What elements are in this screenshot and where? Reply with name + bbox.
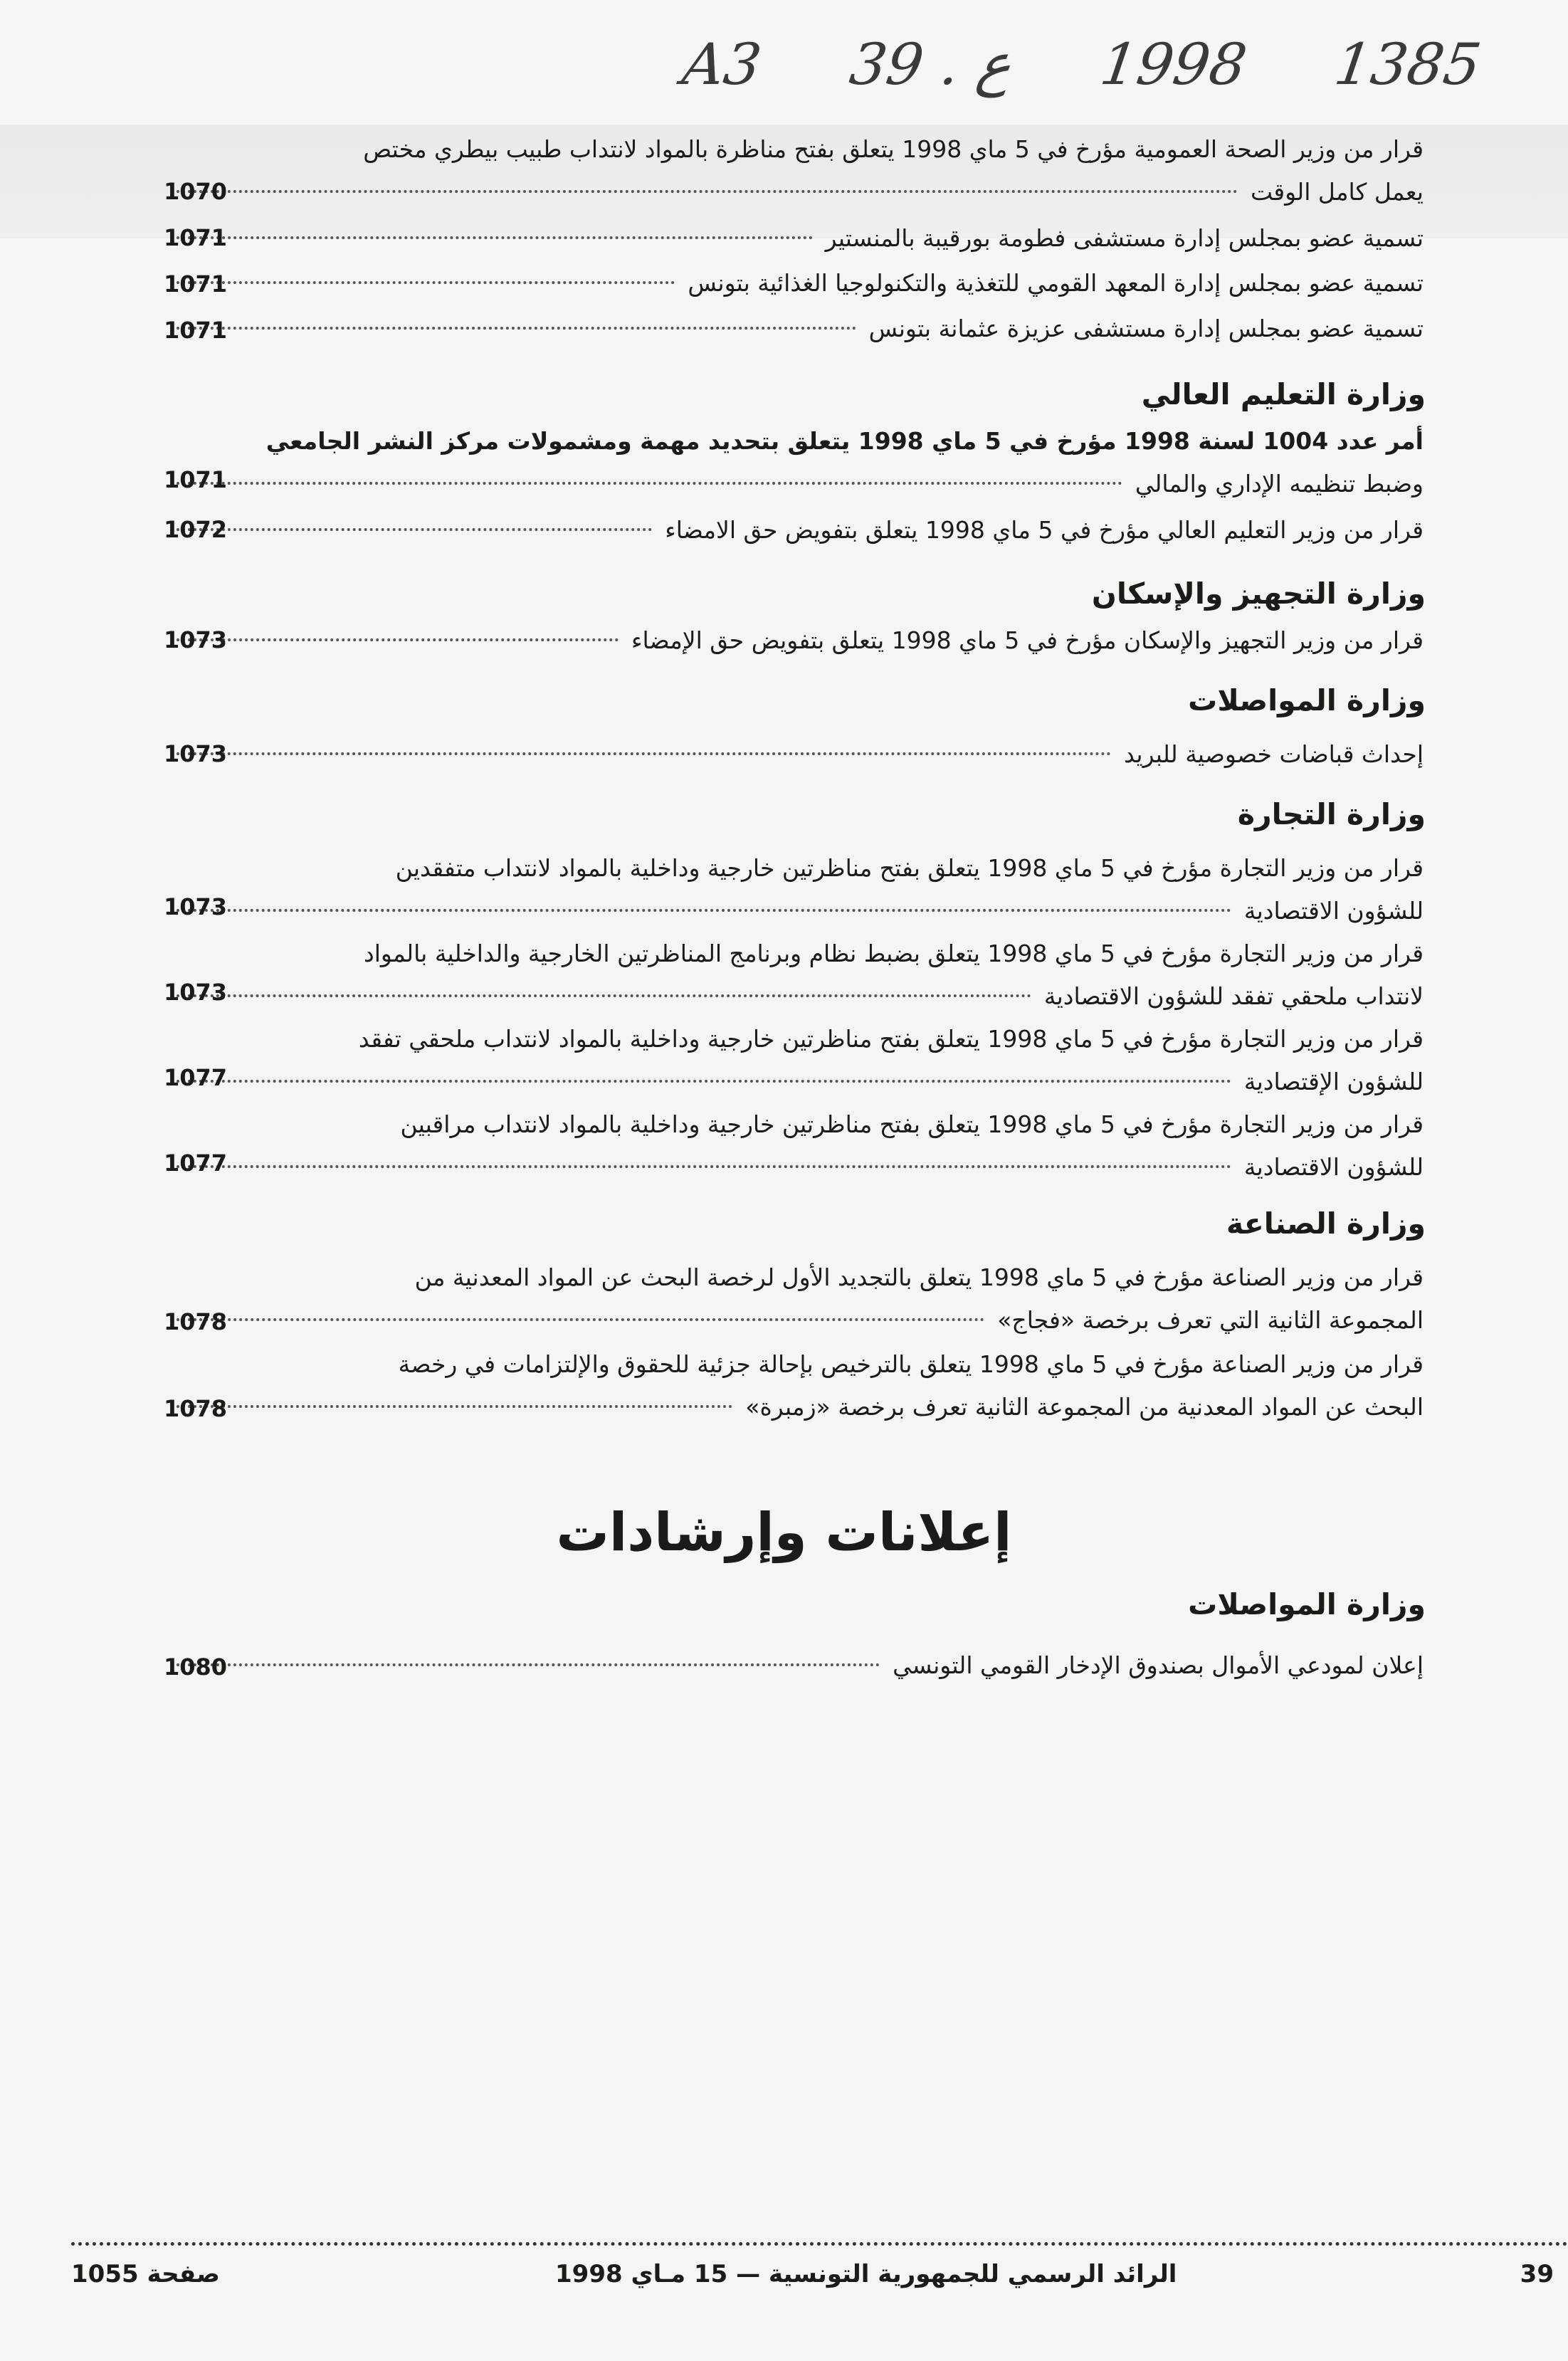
handwritten-1: A3 bbox=[678, 31, 766, 98]
toc-entry[interactable] bbox=[164, 932, 1424, 1018]
handwritten-3: 1998 bbox=[1096, 31, 1251, 98]
entry-line: قرار من وزير التجارة مؤرخ في 5 ماي 1998 يتعلق بضبط نظام وبرنامج المناظرتين الخارجية والداخلية بالمواد bbox=[364, 940, 1424, 967]
footer-rule bbox=[71, 2242, 1568, 2246]
toc-entry[interactable] bbox=[164, 1103, 1424, 1189]
entry-line: المجموعة الثانية التي تعرف برخصة «فجاج» bbox=[997, 1306, 1424, 1334]
footer-page-number: صفحة 1055 bbox=[71, 2260, 220, 2288]
page-number: 1071 bbox=[164, 270, 228, 298]
toc-entry[interactable] bbox=[164, 847, 1424, 932]
entry-line: أمر عدد 1004 لسنة 1998 مؤرخ في 5 ماي 1998 يتعلق بتحديد مهمة ومشمولات مركز النشر الجامعي bbox=[265, 427, 1424, 455]
entry-line: البحث عن المواد المعدنية من المجموعة الثانية تعرف برخصة «زمبرة» bbox=[745, 1393, 1424, 1421]
toc-entry[interactable] bbox=[164, 262, 1424, 305]
section-heading: وزارة التجهيز والإسكان bbox=[1091, 577, 1426, 611]
entry-line: يعمل كامل الوقت bbox=[1250, 178, 1424, 206]
entry-line: قرار من وزير الصحة العمومية مؤرخ في 5 ماي 1998 يتعلق بفتح مناظرة بالمواد لانتداب طبيب بيطري مختص bbox=[363, 135, 1424, 163]
leader-dots bbox=[177, 190, 1238, 193]
toc-entry[interactable] bbox=[164, 217, 1424, 260]
leader-dots bbox=[177, 1318, 984, 1321]
footer-journal-title: الرائد الرسمي للجمهورية التونسية — 15 مـاي 1998 bbox=[555, 2260, 1177, 2288]
toc-entry[interactable] bbox=[164, 733, 1424, 776]
leader-dots bbox=[177, 281, 675, 284]
leader-dots bbox=[177, 1165, 1231, 1168]
section-heading: وزارة التجارة bbox=[1237, 797, 1426, 831]
page-number: 1071 bbox=[164, 224, 228, 251]
toc-entry[interactable] bbox=[164, 420, 1424, 505]
toc-entry[interactable] bbox=[164, 509, 1424, 552]
footer-issue-number: 39 bbox=[1520, 2260, 1554, 2288]
entry-line: إحداث قباضات خصوصية للبريد bbox=[1124, 740, 1424, 768]
announcements-title: إعلانات وإرشادات bbox=[556, 1502, 1012, 1563]
page-number: 1077 bbox=[164, 1064, 228, 1091]
handwritten-4: 1385 bbox=[1330, 31, 1485, 98]
toc-entry[interactable] bbox=[164, 1018, 1424, 1103]
entry-line: للشؤون الاقتصادية bbox=[1243, 1153, 1424, 1181]
entry-line: تسمية عضو بمجلس إدارة مستشفى فطومة بورقيبة بالمنستير bbox=[825, 224, 1424, 252]
page-number: 1073 bbox=[164, 740, 228, 767]
entry-line: إعلان لمودعي الأموال بصندوق الإدخار القومي التونسي bbox=[893, 1651, 1424, 1679]
handwritten-2: 39 . ع bbox=[846, 31, 1016, 98]
section-heading: وزارة المواصلات bbox=[1188, 683, 1426, 717]
entry-line: قرار من وزير التجارة مؤرخ في 5 ماي 1998 يتعلق بفتح مناظرتين خارجية وداخلية بالمواد لانتداب مراقبين bbox=[400, 1110, 1424, 1138]
entry-line: للشؤون الإقتصادية bbox=[1243, 1068, 1424, 1095]
leader-dots bbox=[177, 327, 856, 330]
toc-entry[interactable] bbox=[164, 307, 1424, 350]
page-number: 1080 bbox=[164, 1653, 228, 1681]
page-number: 1071 bbox=[164, 466, 228, 493]
leader-dots bbox=[177, 909, 1231, 912]
page-number: 1077 bbox=[164, 1150, 228, 1177]
leader-dots bbox=[177, 1405, 732, 1408]
page-number: 1078 bbox=[164, 1308, 228, 1335]
page-number: 1073 bbox=[164, 979, 228, 1006]
entry-line: قرار من وزير الصناعة مؤرخ في 5 ماي 1998 يتعلق بالترخيص بإحالة جزئية للحقوق والإلتزامات في رخصة bbox=[398, 1350, 1424, 1378]
leader-dots bbox=[177, 236, 813, 239]
entry-line: تسمية عضو بمجلس إدارة المعهد القومي للتغذية والتكنولوجيا الغذائية بتونس bbox=[688, 269, 1424, 297]
entry-line: قرار من وزير التجارة مؤرخ في 5 ماي 1998 يتعلق بفتح مناظرتين خارجية وداخلية بالمواد لانتداب ملحقي تفقد bbox=[358, 1025, 1424, 1053]
entry-line: قرار من وزير التجهيز والإسكان مؤرخ في 5 ماي 1998 يتعلق بتفويض حق الإمضاء bbox=[631, 626, 1424, 654]
page-number: 1073 bbox=[164, 893, 228, 920]
entry-line: قرار من وزير التجارة مؤرخ في 5 ماي 1998 يتعلق بفتح مناظرتين خارجية وداخلية بالمواد لانتداب متفقدين bbox=[395, 854, 1424, 882]
page-number: 1073 bbox=[164, 626, 228, 653]
toc-entry[interactable] bbox=[164, 128, 1424, 214]
leader-dots bbox=[177, 994, 1031, 997]
toc-entry[interactable] bbox=[164, 619, 1424, 662]
leader-dots bbox=[177, 638, 619, 641]
leader-dots bbox=[177, 1080, 1231, 1083]
entry-line: تسمية عضو بمجلس إدارة مستشفى عزيزة عثمانة بتونس bbox=[868, 315, 1424, 342]
page-number: 1071 bbox=[164, 317, 228, 344]
section-heading: وزارة الصناعة bbox=[1226, 1206, 1426, 1241]
leader-dots bbox=[177, 752, 1111, 755]
page-number: 1070 bbox=[164, 178, 228, 205]
toc-entry[interactable] bbox=[164, 1256, 1424, 1342]
entry-line: لانتداب ملحقي تفقد للشؤون الاقتصادية bbox=[1043, 982, 1424, 1010]
section-heading: وزارة التعليم العالي bbox=[1141, 377, 1426, 411]
page-number: 1072 bbox=[164, 516, 228, 543]
leader-dots bbox=[177, 528, 652, 531]
entry-line: قرار من وزير التعليم العالي مؤرخ في 5 ماي 1998 يتعلق بتفويض حق الامضاء bbox=[665, 516, 1424, 544]
leader-dots bbox=[177, 482, 1122, 485]
section-heading: وزارة المواصلات bbox=[1188, 1587, 1426, 1621]
entry-line: للشؤون الاقتصادية bbox=[1243, 897, 1424, 925]
page-number: 1078 bbox=[164, 1395, 228, 1422]
leader-dots bbox=[177, 1663, 880, 1666]
toc-entry[interactable] bbox=[164, 1644, 1424, 1687]
handwritten-annotation bbox=[678, 21, 1485, 107]
entry-line: قرار من وزير الصناعة مؤرخ في 5 ماي 1998 يتعلق بالتجديد الأول لرخصة البحث عن المواد المعدنية من bbox=[414, 1263, 1424, 1291]
entry-line: وضبط تنظيمه الإداري والمالي bbox=[1135, 470, 1424, 498]
toc-entry[interactable] bbox=[164, 1343, 1424, 1429]
